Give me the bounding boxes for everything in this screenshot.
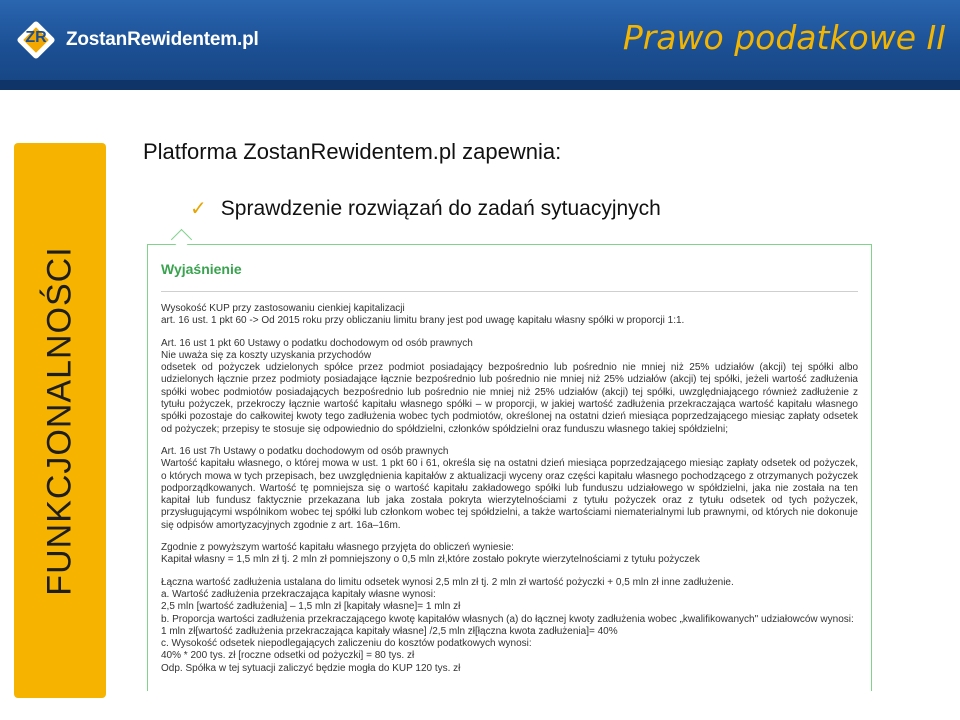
side-label-tab bbox=[14, 143, 106, 698]
explanation-line: b. Proporcja wartości zadłużenia przekraczającego kwotę kapitałów własnych (a) do łącznej kwoty zadłużenia wobec „kwalifikowanych" udziałowców wynosi: bbox=[161, 613, 854, 625]
explanation-paragraph bbox=[161, 542, 858, 567]
explanation-line: Kapitał własny = 1,5 mln zł tj. 2 mln zł pomniejszony o 0,5 mln zł,które zostało pokryte wierzytelnościami z tytułu pożyczek bbox=[161, 554, 700, 566]
explanation-line: Art. 16 ust 7h Ustawy o podatku dochodowym od osób prawnych bbox=[161, 445, 449, 457]
site-logo[interactable] bbox=[18, 22, 259, 58]
feature-label: Sprawdzenie rozwiązań do zadań sytuacyjnych bbox=[220, 197, 661, 220]
explanation-line: Zgodnie z powyższym wartość kapitału własnego przyjęta do obliczeń wyniesie: bbox=[161, 542, 514, 554]
explanation-paragraph bbox=[161, 446, 858, 532]
explanation-line: art. 16 ust. 1 pkt 60 -> Od 2015 roku przy obliczaniu limitu brany jest pod uwagę kapitału własny spółki w proporcji 1:1. bbox=[161, 315, 685, 327]
explanation-paragraph bbox=[161, 577, 858, 675]
logo-text: ZostanRewidentem.pl bbox=[66, 29, 259, 50]
logo-monogram: ZR bbox=[25, 29, 47, 46]
explanation-panel bbox=[147, 244, 872, 691]
page-title: Prawo podatkowe II bbox=[622, 18, 946, 57]
explanation-line: a. Wartość zadłużenia przekraczająca kapitały własne wynosi: bbox=[161, 588, 436, 600]
panel-body bbox=[161, 303, 858, 685]
explanation-line: Art. 16 ust 1 pkt 60 Ustawy o podatku dochodowym od osób prawnych bbox=[161, 337, 473, 349]
logo-mark-icon bbox=[18, 22, 54, 58]
explanation-line: Wartość kapitału własnego, o której mowa w ust. 1 pkt 60 i 61, określa się na ostatni dzień miesiąca poprzedzającego miesiąc zapłaty odsetek od pożyczek, o których mowa w tych przepisach, bez uwzględnienia kapitałów z aktualizacji wyceny oraz części kapitału własnego pochodzącego z otrzymanych pożyczek podporządkowanych. Wartość tę pomniejsza się o wartość kapitału zakładowego spółki lub funduszu udziałowego w spółdzielni, jaka nie została na ten kapitał lub fundusz faktycznie przekazana lub jaka została pokryta wierzytelnościami z tytułu pożyczek oraz z tytułu odsetek od tych pożyczek, przysługującymi wspólnikom wobec tej spółki lub członkom wobec tej spółdzielni, a także wartościami niematerialnymi lub prawnymi, od których nie dokonuje się odpisów amortyzacyjnych zgodnie z art. 16a–16m. bbox=[161, 458, 858, 531]
header-divider bbox=[0, 80, 960, 90]
explanation-line: c. Wysokość odsetek niepodlegających zaliczeniu do kosztów podatkowych wynosi: bbox=[161, 638, 532, 650]
panel-divider bbox=[161, 291, 858, 292]
explanation-line: Wysokość KUP przy zastosowaniu cienkiej kapitalizacji bbox=[161, 303, 405, 314]
explanation-line: Nie uważa się za koszty uzyskania przychodów bbox=[161, 349, 372, 361]
explanation-line: 2,5 mln [wartość zadłużenia] – 1,5 mln zł [kapitały własne]= 1 mln zł bbox=[161, 601, 461, 613]
side-label: FUNKCJONALNOŚCI bbox=[40, 245, 79, 596]
explanation-line: odsetek od pożyczek udzielonych spółce przez podmiot posiadający bezpośrednio lub pośrednio nie mniej niż 25% udziałów (akcji) tej spółki albo udzielonych łącznie przez podmioty posiadające łącznie bezpośrednio lub pośrednio nie mniej niż 25% udziałów (akcji) tej spółki, jeżeli wartość zadłużenia spółki wobec podmiotów posiadających bezpośrednio lub pośrednio nie mniej niż 25% udziałów (akcji) tej spółki, uwzględniającego również zadłużenie z tytułu pożyczek, przekroczy łącznie wartość kapitału własnego spółki – w proporcji, w jakiej wartość zadłużenia przekraczająca wartość kapitału własnego spółki pozostaje do całkowitej kwoty tego zadłużenia wobec tych podmiotów, określonej na ostatni dzień miesiąca poprzedzającego miesiąc zapłaty odsetek od pożyczek; przepisy te stosuje się odpowiednio do spółdzielni, członków spółdzielni oraz funduszu własnego takiej spółdzielni; bbox=[161, 362, 858, 435]
explanation-line: 40% * 200 tys. zł [roczne odsetki od pożyczki] = 80 tys. zł bbox=[161, 650, 415, 662]
panel-title: Wyjaśnienie bbox=[161, 261, 242, 277]
explanation-line: Odp. Spółka w tej sytuacji zaliczyć będzie mogła do KUP 120 tys. zł bbox=[161, 662, 461, 674]
checkmark-icon: ✓ bbox=[190, 198, 207, 220]
header-bar bbox=[0, 0, 960, 88]
explanation-paragraph bbox=[161, 303, 858, 328]
explanation-line: 1 mln zł[wartość zadłużenia przekraczająca kapitały własne] /2,5 mln zł[łączna kwota zadłużenia]= 40% bbox=[161, 625, 618, 637]
intro-text: Platforma ZostanRewidentem.pl zapewnia: bbox=[143, 139, 562, 164]
explanation-line: Łączna wartość zadłużenia ustalana do limitu odsetek wynosi 2,5 mln zł tj. 2 mln zł wartość pożyczki + 0,5 mln zł inne zadłużenie. bbox=[161, 576, 734, 588]
explanation-paragraph bbox=[161, 338, 858, 436]
feature-list-item bbox=[190, 197, 661, 225]
